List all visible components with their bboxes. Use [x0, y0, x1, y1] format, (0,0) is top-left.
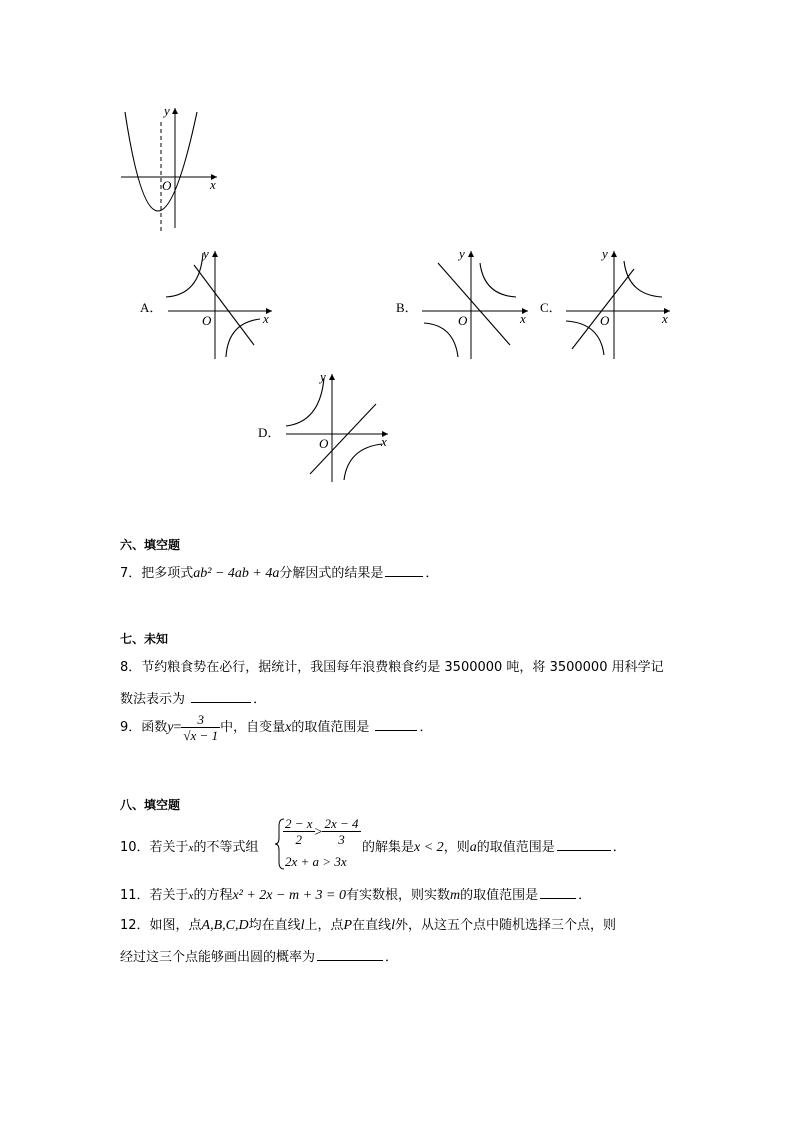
q9-numerator: 3: [181, 712, 220, 728]
option-c-figure[interactable]: [562, 245, 677, 363]
option-c-hyperbola-upper: [624, 261, 662, 297]
q10-gt: >: [314, 825, 323, 840]
option-c-y-label: y: [602, 246, 608, 261]
option-a-line: [194, 265, 254, 345]
q11-post2: 的取值范围是: [460, 888, 539, 903]
q10-answer-blank[interactable]: [557, 838, 611, 851]
q11-answer-blank[interactable]: [540, 886, 576, 899]
q12-p: P: [343, 918, 353, 933]
option-d-hyperbola-lower: [344, 444, 382, 480]
option-c-label: C．: [540, 300, 562, 315]
q12-mid2: 上，点: [304, 918, 344, 933]
q10-f1-den: 2: [295, 832, 303, 847]
option-a-figure[interactable]: [160, 245, 275, 363]
q8-end: ．: [253, 692, 267, 707]
question-11: [120, 884, 591, 904]
q10-f2-den: 3: [338, 832, 345, 847]
q10-var: x: [188, 842, 194, 854]
q12-mid1: 均在直线: [248, 918, 301, 933]
parabola-figure: [115, 100, 230, 235]
option-d-x-label: x: [381, 434, 387, 449]
question-7: [120, 562, 438, 582]
option-c-line: [572, 269, 634, 349]
q9-post: 的取值范围是: [291, 720, 370, 735]
question-12-line-1: [120, 914, 616, 934]
q10-post1: 的解集是: [362, 840, 415, 855]
q12-l1: l: [300, 918, 305, 933]
option-b-label: B．: [396, 300, 418, 315]
section-8-heading: 八、填空题: [120, 798, 181, 812]
q10-fraction-1: [283, 816, 315, 847]
q12-post: 外，从这五个点中随机选择三个点，则: [395, 918, 617, 933]
q10-intro: [120, 836, 258, 855]
q10-cond: x < 2: [414, 840, 444, 855]
q10-tail: [362, 836, 626, 856]
option-a-hyperbola-lower: [226, 319, 260, 357]
option-c-origin: O: [600, 313, 610, 328]
option-a-x-label: x: [263, 311, 269, 326]
q12-mid3: 在直线: [352, 918, 392, 933]
q7-post: 分解因式的结果是: [279, 566, 384, 581]
q11-m: m: [450, 888, 461, 903]
q12-end: ．: [385, 950, 399, 965]
y-label: y: [164, 103, 170, 118]
q12-line2: 经过这三个点能够画出圆的概率为: [120, 950, 316, 965]
option-a-y-arrow: [212, 251, 218, 257]
option-b-x-label: x: [520, 311, 526, 326]
option-d-hyperbola-upper: [286, 378, 324, 426]
option-c-hyperbola-lower: [566, 321, 604, 355]
option-b-hyperbola-upper: [480, 263, 516, 297]
option-d-origin: O: [319, 436, 329, 451]
q12-answer-blank[interactable]: [317, 948, 383, 961]
question-8-line-1: 8．节约粮食势在必行，据统计，我国每年浪费粮食约是 3500000 吨，将 3500000 用科学记: [120, 660, 664, 675]
q11-post1: 有实数根，则实数: [345, 888, 450, 903]
option-b-origin: O: [458, 313, 468, 328]
q10-system-line-2: 2x + a > 3x: [285, 854, 347, 869]
q12-l2: l: [391, 918, 395, 933]
option-a-origin: O: [202, 313, 212, 328]
q10-f1-num: 2 − x: [285, 816, 313, 831]
q11-mid: 的方程: [193, 888, 233, 903]
origin-label: O: [162, 178, 172, 193]
option-b-y-label: y: [459, 246, 465, 261]
q9-fraction: [181, 712, 220, 743]
q10-post3: 的取值范围是: [476, 840, 555, 855]
q7-pre: 7．把多项式: [120, 566, 194, 581]
option-d-label: D．: [258, 425, 281, 440]
question-12-line-2: [120, 946, 398, 965]
option-b-y-arrow: [468, 251, 474, 257]
q9-end: ．: [419, 720, 433, 735]
q12-pts: A,B,C,D: [201, 918, 249, 933]
q10-pre: 10．若关于: [120, 840, 189, 855]
q8-answer-blank[interactable]: [191, 690, 251, 703]
q10-post2: ，则: [443, 840, 470, 855]
q11-pre: 11．若关于: [120, 888, 189, 903]
q9-pre: 9．函数: [120, 720, 168, 735]
option-a-hyperbola-upper: [166, 253, 203, 297]
option-d-figure[interactable]: [280, 368, 395, 486]
q10-fraction-2: [322, 816, 360, 847]
q7-answer-blank[interactable]: [385, 564, 423, 577]
section-6-heading: 六、填空题: [120, 538, 181, 552]
section-7-heading: 七、未知: [120, 632, 169, 646]
q10-f2-num: 2x − 4: [324, 816, 359, 831]
q11-end: ．: [578, 888, 592, 903]
q9-y: y: [167, 720, 174, 735]
option-b-figure[interactable]: [418, 245, 533, 363]
q8-line2: 数法表示为: [120, 692, 186, 707]
q9-eq: =: [173, 720, 182, 735]
y-axis-arrow: [172, 108, 178, 114]
q9-var: x: [285, 720, 292, 735]
q11-eqn: x² + 2x − m + 3 = 0: [232, 888, 346, 903]
q12-pre: 12．如图，点: [120, 918, 202, 933]
q11-var: x: [188, 890, 194, 902]
x-label: x: [210, 177, 216, 192]
q9-mid: 中，自变量: [220, 720, 286, 735]
q7-expr: ab² − 4ab + 4a: [193, 566, 280, 581]
option-b-hyperbola-lower: [424, 323, 458, 357]
q10-mid: 的不等式组: [193, 840, 259, 855]
option-c-y-arrow: [611, 251, 617, 257]
q9-denominator: √x − 1: [183, 728, 219, 743]
q7-end: ．: [425, 566, 439, 581]
q9-answer-blank[interactable]: [375, 718, 417, 731]
option-b-line: [438, 263, 510, 345]
question-10: [120, 816, 680, 872]
q10-end: ．: [612, 840, 626, 855]
option-c-x-label: x: [662, 311, 668, 326]
question-9: [120, 712, 433, 743]
option-a-y-label: y: [203, 246, 209, 261]
option-a-label: A．: [140, 300, 163, 315]
q10-system-line-1: [283, 816, 361, 847]
parabola-curve: [125, 112, 197, 211]
q10-a: a: [469, 840, 477, 855]
option-d-y-label: y: [320, 369, 326, 384]
option-d-y-arrow: [329, 374, 335, 380]
question-8-line-2: [120, 688, 266, 707]
